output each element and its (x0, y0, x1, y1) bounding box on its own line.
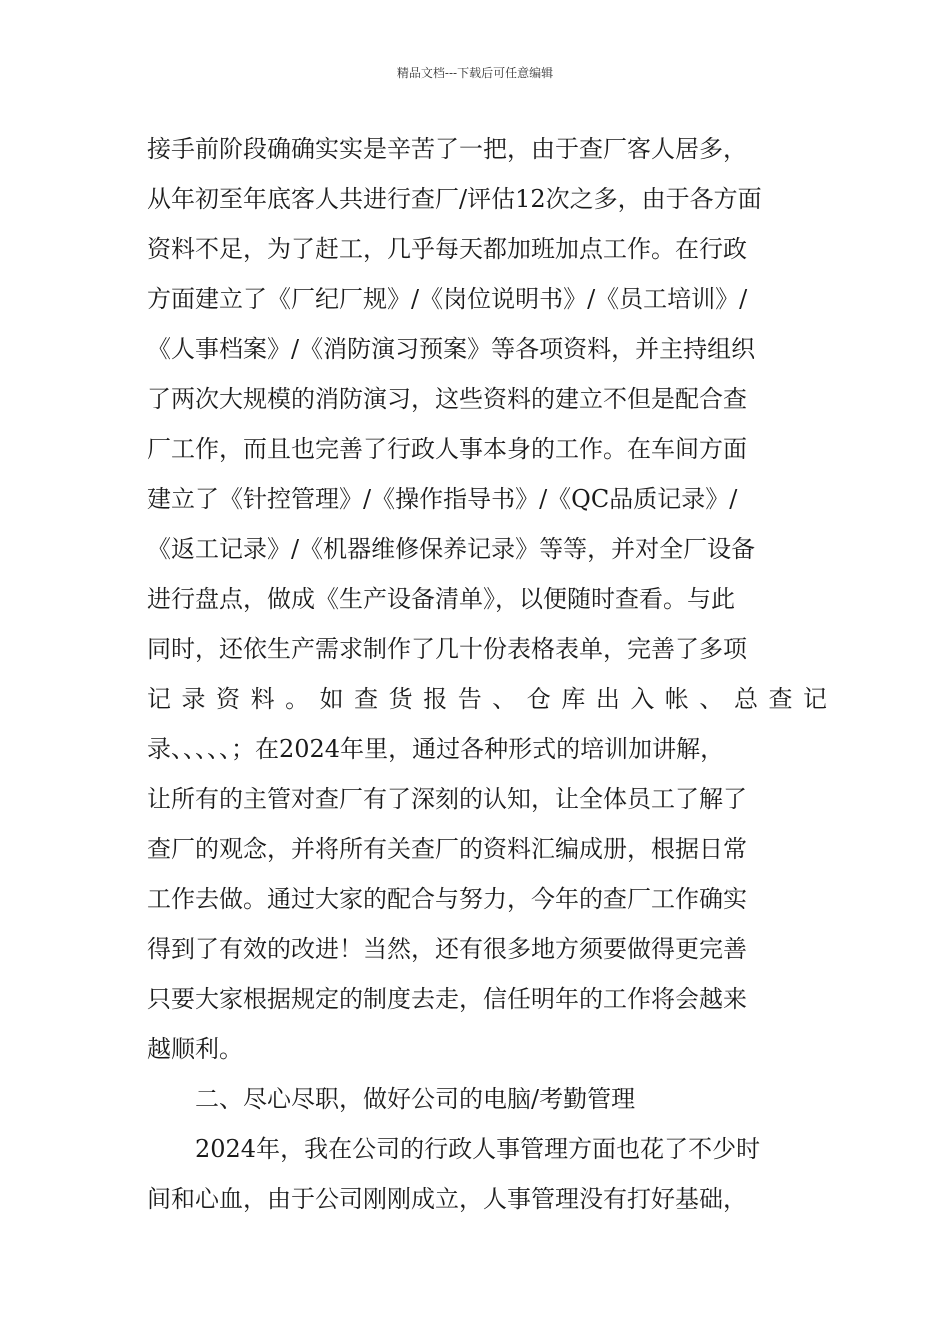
paragraph-line: 只要大家根据规定的制度去走，信任明年的工作将会越来 (147, 985, 747, 1013)
paragraph-line: 越顺利。 (147, 1035, 243, 1063)
paragraph-line: 厂工作，而且也完善了行政人事本身的工作。在车间方面 (147, 435, 747, 463)
paragraph-line: 录、、、、、；在2024年里，通过各种形式的培训加讲解， (147, 735, 725, 763)
paragraph-line: 方面建立了《厂纪厂规》/《岗位说明书》/《员工培训》/ (147, 285, 748, 313)
paragraph-line: 让所有的主管对查厂有了深刻的认知，让全体员工了解了 (147, 785, 747, 813)
paragraph-line: 接手前阶段确确实实是辛苦了一把，由于查厂客人居多， (147, 135, 747, 163)
paragraph-line: 了两次大规模的消防演习，这些资料的建立不但是配合查 (147, 385, 747, 413)
paragraph-line: 查厂的观念，并将所有关查厂的资料汇编成册，根据日常 (147, 835, 747, 863)
section-heading: 二、尽心尽职，做好公司的电脑/考勤管理 (195, 1085, 636, 1113)
paragraph-line: 记录资料。如查货报告、仓库出入帐、总查记 (147, 685, 827, 713)
page-header: 精品文档---下载后可任意编辑 (396, 66, 554, 80)
paragraph-line: 建立了《针控管理》/《操作指导书》/《QC品质记录》/ (147, 485, 738, 513)
document-body (147, 124, 827, 1224)
paragraph-line: 《返工记录》/《机器维修保养记录》等等，并对全厂设备 (147, 535, 756, 563)
paragraph-line: 间和心血，由于公司刚刚成立，人事管理没有打好基础， (147, 1185, 747, 1213)
paragraph-line: 2024年，我在公司的行政人事管理方面也花了不少时 (195, 1135, 761, 1163)
paragraph-line: 得到了有效的改进！当然，还有很多地方须要做得更完善 (147, 935, 747, 963)
paragraph-line: 资料不足，为了赶工，几乎每天都加班加点工作。在行政 (147, 235, 747, 263)
paragraph-line: 从年初至年底客人共进行查厂/评估12次之多，由于各方面 (147, 185, 762, 213)
paragraph-line: 工作去做。通过大家的配合与努力，今年的查厂工作确实 (147, 885, 747, 913)
paragraph-line: 同时，还依生产需求制作了几十份表格表单，完善了多项 (147, 635, 747, 663)
paragraph-line: 进行盘点，做成《生产设备清单》，以便随时查看。与此 (147, 585, 735, 613)
paragraph-line: 《人事档案》/《消防演习预案》等各项资料，并主持组织 (147, 335, 756, 363)
